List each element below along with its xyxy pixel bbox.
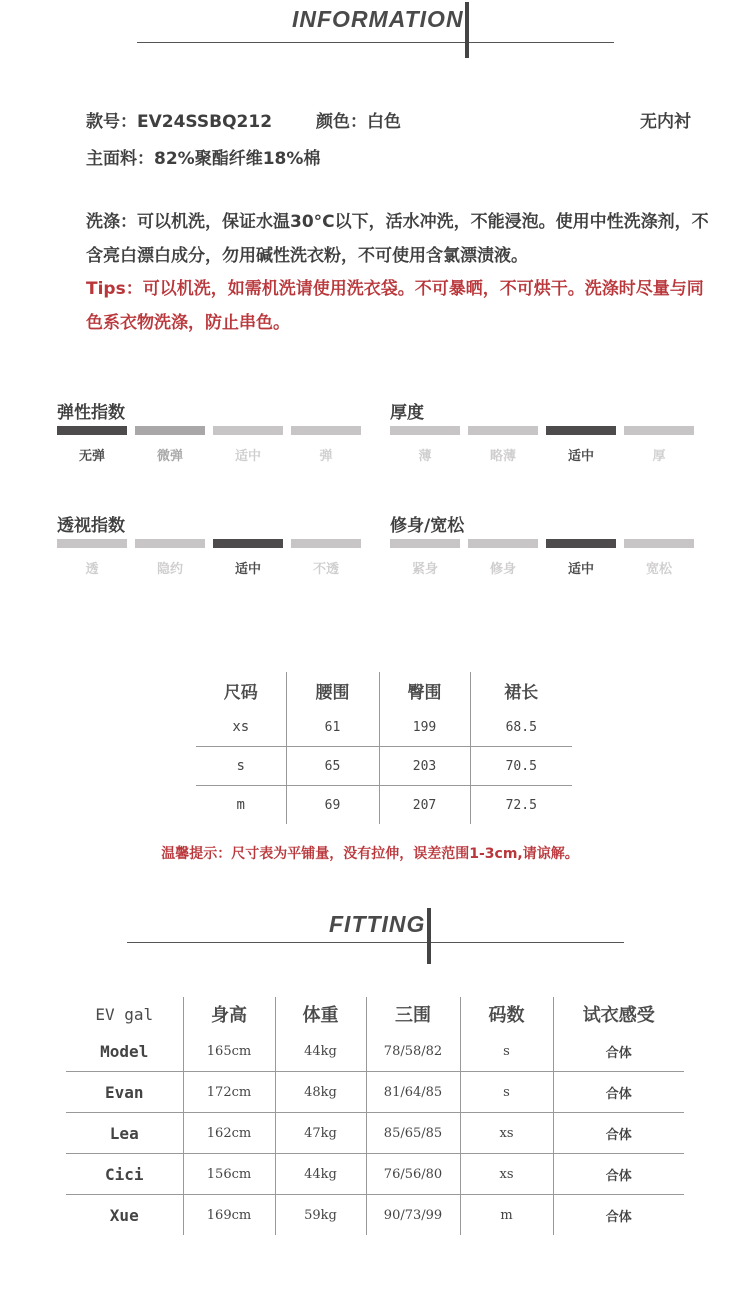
scale-title: 厚度 [390,403,424,423]
table-row [66,1113,684,1154]
feeling-cell: 合体 [553,1154,684,1195]
waist-cell: 69 [286,786,379,825]
scale-elasticity [57,398,362,464]
scale-option-label: 透 [85,562,99,577]
scale-bar [213,426,283,435]
size-cell: xs [460,1154,553,1195]
fitting-title: FITTING [329,911,426,937]
size-cell: xs [460,1113,553,1154]
length-cell: 68.5 [470,708,572,747]
header-size: 码数 [460,997,553,1031]
waist-cell: 61 [286,708,379,747]
scale-labels [57,558,362,577]
header-height: 身高 [183,997,275,1031]
scale-bar [390,426,460,435]
height-cell: 169cm [183,1195,275,1236]
size-cell: m [196,786,286,825]
measurements-cell: 76/56/80 [366,1154,460,1195]
scale-bar [468,539,538,548]
length-cell: 70.5 [470,747,572,786]
table-row [196,786,572,825]
table-row [66,1031,684,1072]
scale-bars [57,426,362,435]
table-row [196,708,572,747]
scale-option-label: 薄 [418,449,432,464]
measurements-cell: 78/58/82 [366,1031,460,1072]
scale-bars [57,539,362,548]
feeling-cell: 合体 [553,1195,684,1236]
scale-fit [390,511,695,577]
scale-bar [213,539,283,548]
height-cell: 172cm [183,1072,275,1113]
scale-option-label: 适中 [234,449,261,464]
scale-labels [57,445,362,464]
weight-cell: 44kg [275,1031,366,1072]
scale-option-label: 适中 [234,562,261,577]
scale-bar [291,426,361,435]
hip-cell: 199 [379,708,470,747]
color-info: 颜色：白色 [316,112,401,132]
fabric-info: 主面料：82%聚酯纤维18%棉 [86,149,321,169]
scale-option-label: 隐约 [156,562,183,577]
scale-option-label: 不透 [312,562,339,577]
model-name: Model [100,1041,149,1061]
scale-option-label: 厚 [652,449,666,464]
size-cell: s [460,1072,553,1113]
scale-title: 修身/宽松 [390,516,465,536]
scale-bar [135,539,205,548]
hip-cell: 207 [379,786,470,825]
waist-cell: 65 [286,747,379,786]
scale-bar [135,426,205,435]
header-waist: 腰围 [286,672,379,708]
lining-info: 无内衬 [640,112,691,132]
information-title: INFORMATION [292,6,464,32]
scale-option-label: 微弹 [156,449,183,464]
information-divider [137,42,614,43]
scale-bars [390,539,695,548]
scale-bar [624,539,694,548]
measurements-cell: 85/65/85 [366,1113,460,1154]
header-hip: 臀围 [379,672,470,708]
scale-option-label: 宽松 [645,562,672,577]
header-feeling: 试衣感受 [553,997,684,1031]
fitting-table-header [66,997,684,1031]
scale-bar [57,426,127,435]
scale-option-label: 适中 [567,562,594,577]
weight-cell: 48kg [275,1072,366,1113]
wash-instructions: 洗涤：可以机洗，保证水温30°C以下，活水冲洗，不能浸泡。使用中性洗涤剂，不含亮白漂白成分，勿用碱性洗衣粉，不可使用含氯漂渍液。 [86,212,709,266]
fitting-accent-bar [427,908,431,964]
scale-option-label: 适中 [567,449,594,464]
model-name: Cici [66,1154,183,1195]
feeling-cell: 合体 [553,1113,684,1154]
model-name: Xue [66,1195,183,1236]
feeling-cell: 合体 [553,1031,684,1072]
height-cell: 156cm [183,1154,275,1195]
length-cell: 72.5 [470,786,572,825]
header-length: 裙长 [470,672,572,708]
table-row [66,1195,684,1236]
scale-bar [390,539,460,548]
table-row [196,747,572,786]
scale-bar [624,426,694,435]
scale-option-label: 略薄 [489,449,516,464]
size-cell: s [196,747,286,786]
fitting-table [66,997,684,1235]
scale-labels [390,558,695,577]
scale-option-label: 弹 [319,449,333,464]
size-cell: s [460,1031,553,1072]
header-size: 尺码 [223,682,258,703]
weight-cell: 47kg [275,1113,366,1154]
scale-option-label: 紧身 [411,562,438,577]
measurements-cell: 90/73/99 [366,1195,460,1236]
scale-bars [390,426,695,435]
size-cell: xs [232,719,250,735]
scale-option-label: 修身 [489,562,516,577]
model-name: Lea [66,1113,183,1154]
size-table [196,672,572,824]
measurements-cell: 81/64/85 [366,1072,460,1113]
scale-bar [546,426,616,435]
scale-title: 透视指数 [57,516,125,536]
header-measurements: 三围 [366,997,460,1031]
size-note: 温馨提示：尺寸表为平铺量，没有拉伸，误差范围1-3cm,请谅解。 [161,846,579,862]
scale-title: 弹性指数 [57,403,125,423]
scale-bar [546,539,616,548]
size-table-header [196,672,572,708]
feeling-cell: 合体 [553,1072,684,1113]
scale-bar [57,539,127,548]
height-cell: 162cm [183,1113,275,1154]
scale-transparency [57,511,362,577]
scale-labels [390,445,695,464]
weight-cell: 44kg [275,1154,366,1195]
header-model: EV gal [95,1004,154,1024]
scale-bar [291,539,361,548]
scale-bar [468,426,538,435]
weight-cell: 59kg [275,1195,366,1236]
scale-option-label: 无弹 [78,449,105,464]
style-number: 款号：EV24SSBQ212 [86,112,273,132]
header-weight: 体重 [275,997,366,1031]
size-cell: m [460,1195,553,1236]
model-name: Evan [66,1072,183,1113]
information-accent-bar [465,2,469,58]
table-row [66,1154,684,1195]
fitting-divider [127,942,624,943]
hip-cell: 203 [379,747,470,786]
table-row [66,1072,684,1113]
scale-thickness [390,398,695,464]
height-cell: 165cm [183,1031,275,1072]
care-tips: Tips：可以机洗，如需机洗请使用洗衣袋。不可暴晒，不可烘干。洗涤时尽量与同色系衣物洗涤，防止串色。 [86,279,704,333]
